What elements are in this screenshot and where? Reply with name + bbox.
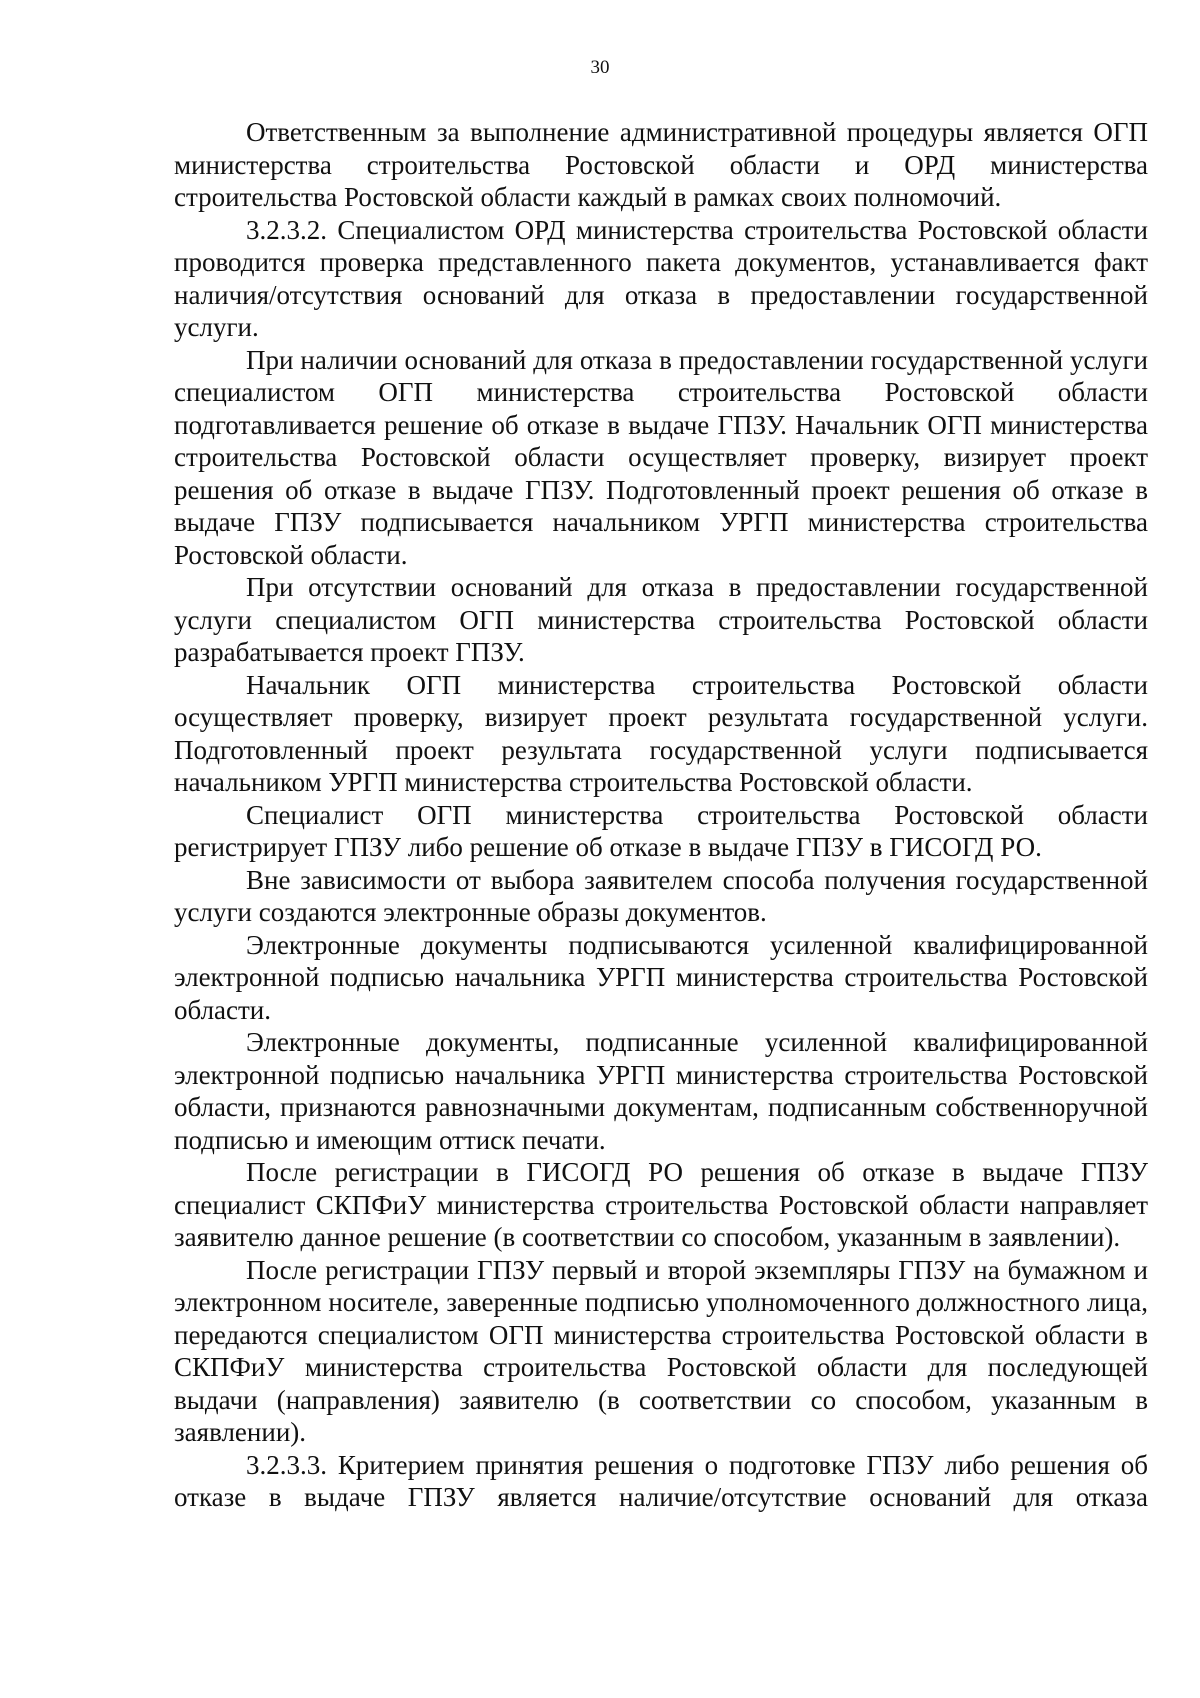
paragraph-electronic-signature: Электронные документы подписываются усиленной квалифицированной электронной подписью начальника УРГП министерства строительства Ростовской области. — [174, 929, 1148, 1025]
document-body — [174, 116, 1148, 1514]
paragraph-registration: Специалист ОГП министерства строительства Ростовской области регистрирует ГПЗУ либо решение об отказе в выдаче ГПЗУ в ГИСОГД РО. — [174, 799, 1148, 862]
paragraph-head-review: Начальник ОГП министерства строительства Ростовской области осуществляет проверку, визирует проект результата государственной услуги. Подготовленный проект результата государственной услуги подписывается начальником УРГП министерства строительства Ростовской области. — [174, 669, 1148, 797]
paragraph-electronic-images: Вне зависимости от выбора заявителем способа получения государственной услуги создаются электронные образы документов. — [174, 864, 1148, 927]
paragraph-responsible-units: Ответственным за выполнение административной процедуры является ОГП министерства строительства Ростовской области и ОРД министерства строительства Ростовской области каждый в рамках своих полномочий. — [174, 117, 1148, 212]
page-number: 30 — [590, 57, 610, 78]
paragraph-signature-equivalence: Электронные документы, подписанные усиленной квалифицированной электронной подписью начальника УРГП министерства строительства Ростовской области, признаются равнозначными документам, подписанным собственноручной подписью и имеющим оттиск печати. — [174, 1027, 1148, 1155]
paragraph-gpzu-transfer: После регистрации ГПЗУ первый и второй экземпляры ГПЗУ на бумажном и электронном носителе, заверенные подписью уполномоченного должностного лица, передаются специалистом ОГП министерства строительства Ростовской области в СКПФиУ министерства строительства Ростовской области для последующей выдачи (направления) заявителю (в соответствии со способом, указанным в заявлении). — [174, 1254, 1148, 1447]
paragraph-3-2-3-3: 3.2.3.3. Критерием принятия решения о подготовке ГПЗУ либо решения об отказе в выдаче ГПЗУ является наличие/отсутствие оснований для отказа — [174, 1449, 1148, 1512]
paragraph-refusal-grounds-present: При наличии оснований для отказа в предоставлении государственной услуги специалистом ОГП министерства строительства Ростовской области подготавливается решение об отказе в выдаче ГПЗУ. Начальник ОГП министерства строительства Ростовской области осуществляет проверку, визирует проект решения об отказе в выдаче ГПЗУ. Подготовленный проект решения об отказе в выдаче ГПЗУ подписывается начальником УРГП министерства строительства Ростовской области. — [174, 344, 1148, 570]
paragraph-3-2-3-2: 3.2.3.2. Специалистом ОРД министерства строительства Ростовской области проводится проверка представленного пакета документов, устанавливается факт наличия/отсутствия оснований для отказа в предоставлении государственной услуги. — [174, 214, 1148, 342]
paragraph-refusal-grounds-absent: При отсутствии оснований для отказа в предоставлении государственной услуги специалистом ОГП министерства строительства Ростовской области разрабатывается проект ГПЗУ. — [174, 572, 1148, 667]
paragraph-refusal-delivery: После регистрации в ГИСОГД РО решения об отказе в выдаче ГПЗУ специалист СКПФиУ министерства строительства Ростовской области направляет заявителю данное решение (в соответствии со способом, указанным в заявлении). — [174, 1157, 1148, 1252]
